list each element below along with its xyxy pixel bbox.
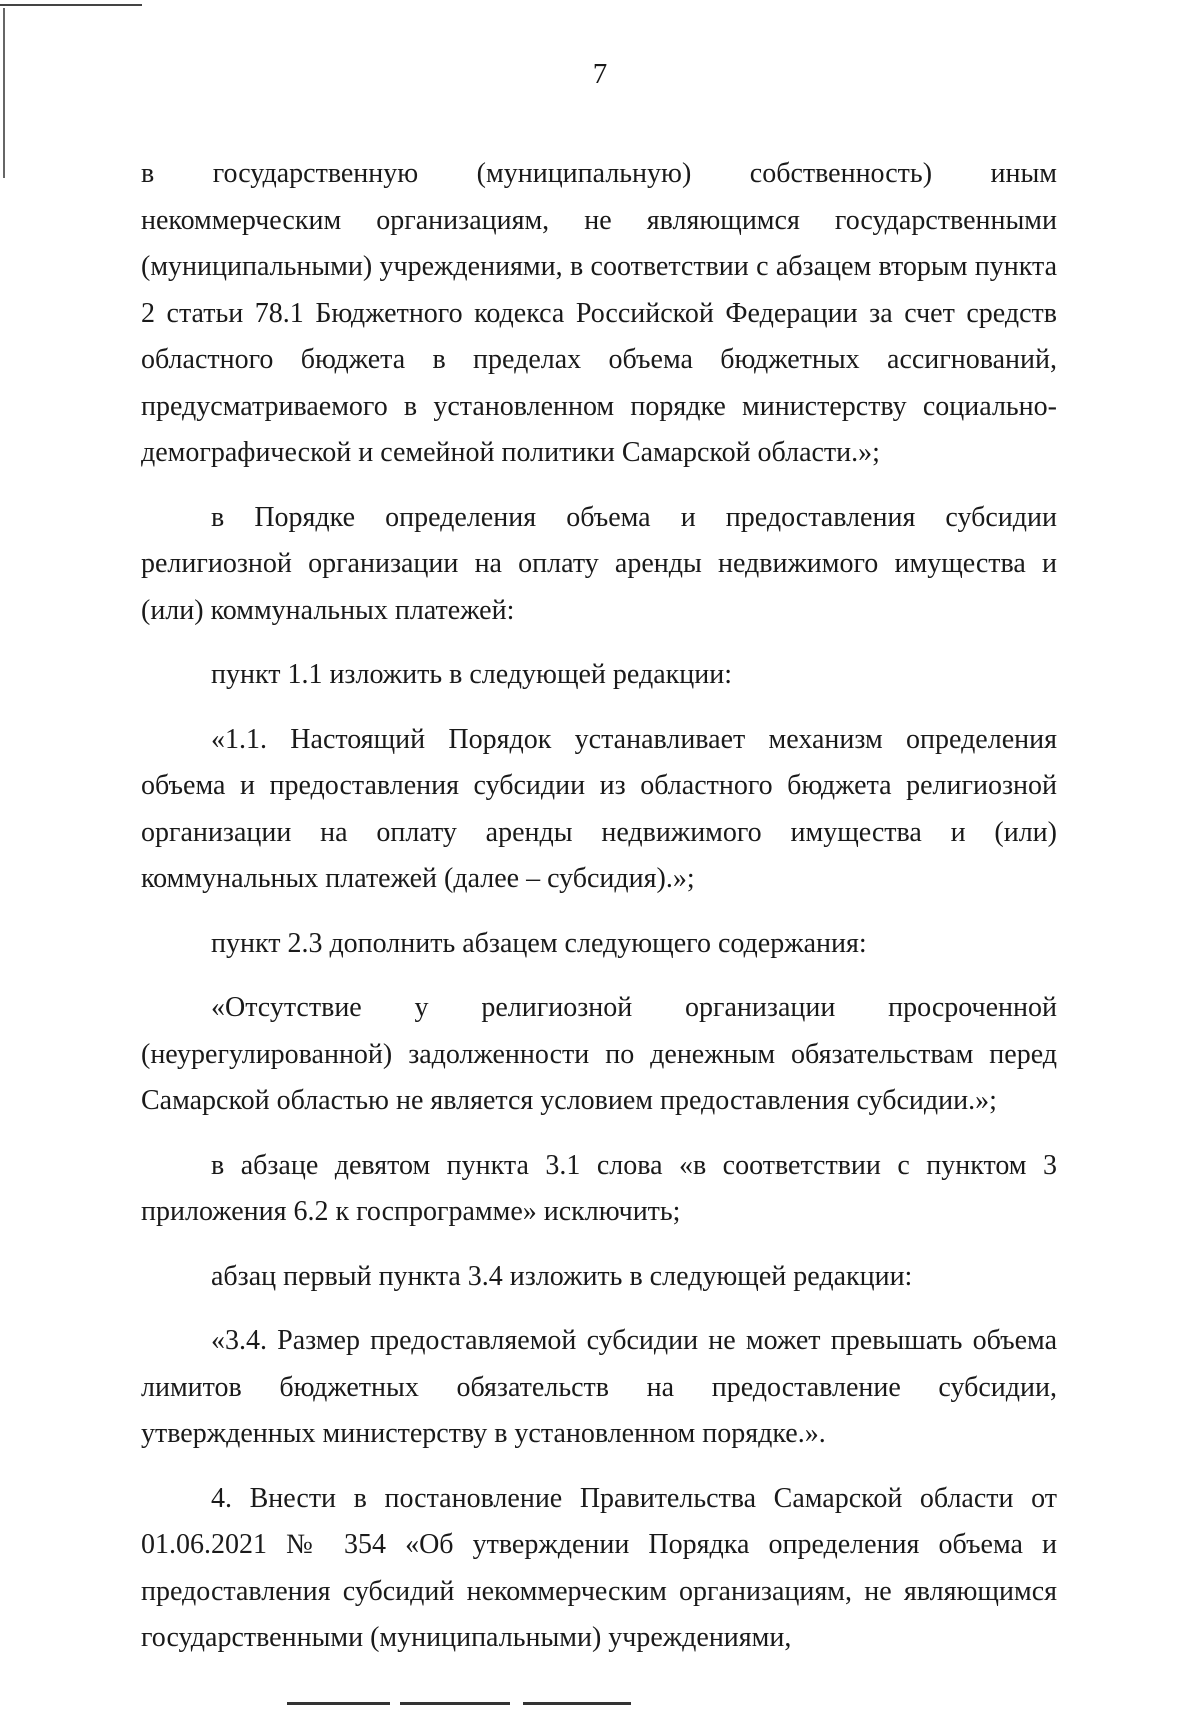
paragraph: 4. Внести в постановление Правительства Самарской области от 01.06.2021 № 354 «Об утверждении Порядка определения объема и предоставления субсидий некоммерческим организациям, не являющимся государственными (муниципальными) учреждениями, bbox=[141, 1482, 1057, 1653]
paragraph: в абзаце девятом пункта 3.1 слова «в соответствии с пунктом 3 приложения 6.2 к госпрограмме» исключить; bbox=[141, 1149, 1057, 1227]
paragraph: «Отсутствие у религиозной организации просроченной (неурегулированной) задолженности по денежным обязательствам перед Самарской областью не является условием предоставления субсидии.»; bbox=[141, 992, 1057, 1116]
footer-rule bbox=[400, 1702, 510, 1705]
paragraph: в государственную (муниципальную) собственность) иным некоммерческим организациям, не являющимся государственными (муниципальными) учреждениями, в соответствии с абзацем вторым пункта 2 статьи 78.1 Бюджетного кодекса Российской Федерации за счет средств областного бюджета в пределах объема бюджетных ассигнований, предусматриваемого в установленном порядке министерству социально-демографической и семейной политики Самарской области.»; bbox=[141, 158, 1057, 468]
footer-rule bbox=[287, 1702, 390, 1705]
page-number: 7 bbox=[592, 58, 608, 90]
scan-edge-left bbox=[3, 8, 5, 178]
document-body bbox=[141, 151, 1057, 1662]
paragraph: в Порядке определения объема и предоставления субсидии религиозной организации на оплату аренды недвижимого имущества и (или) коммунальных платежей: bbox=[141, 501, 1057, 626]
footer-rule bbox=[523, 1702, 631, 1705]
paragraph: «1.1. Настоящий Порядок устанавливает механизм определения объема и предоставления субсидии из областного бюджета религиозной организации на оплату аренды недвижимого имущества и (или) коммунальных платежей (далее – субсидия).»; bbox=[141, 723, 1057, 894]
paragraph: абзац первый пункта 3.4 изложить в следующей редакции: bbox=[211, 1260, 913, 1292]
paragraph: «3.4. Размер предоставляемой субсидии не может превышать объема лимитов бюджетных обязательств на предоставление субсидии, утвержденных министерству в установленном порядке.». bbox=[141, 1325, 1057, 1449]
scan-edge-top bbox=[0, 4, 142, 6]
paragraph: пункт 1.1 изложить в следующей редакции: bbox=[211, 659, 732, 690]
paragraph: пункт 2.3 дополнить абзацем следующего содержания: bbox=[211, 927, 867, 959]
